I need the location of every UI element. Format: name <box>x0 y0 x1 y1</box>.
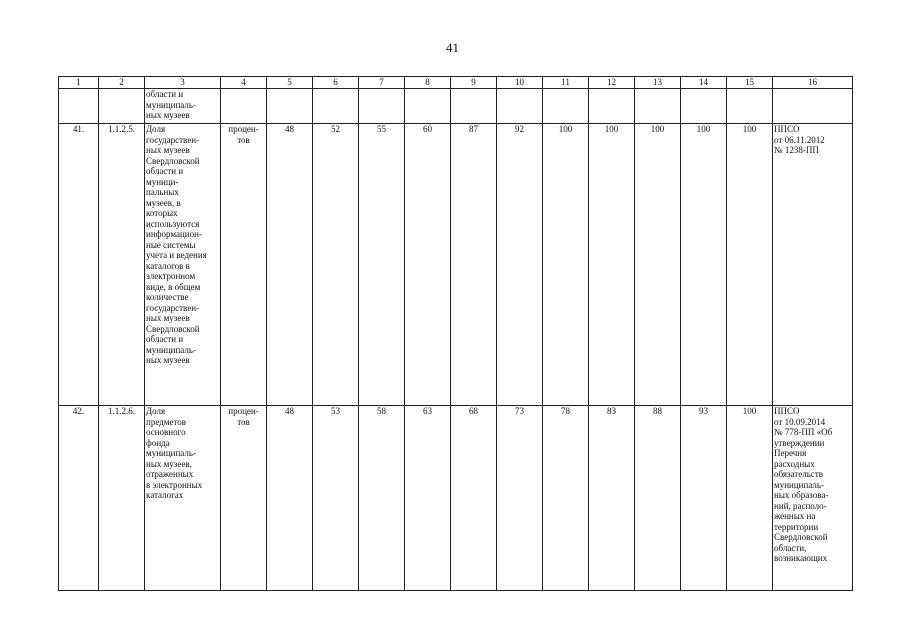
cell-code <box>99 89 145 124</box>
cell-indicator-name: области и муниципаль- ных музеев <box>145 89 221 124</box>
column-header: 2 <box>99 77 145 89</box>
cell-value: 53 <box>313 406 359 591</box>
cell-value <box>543 89 589 124</box>
column-header: 5 <box>267 77 313 89</box>
cell-unit: процен- тов <box>221 124 267 406</box>
column-header: 13 <box>635 77 681 89</box>
column-header: 4 <box>221 77 267 89</box>
cell-value: 48 <box>267 124 313 406</box>
cell-num: 42. <box>59 406 99 591</box>
cell-code: 1.1.2.5. <box>99 124 145 406</box>
cell-value: 60 <box>405 124 451 406</box>
column-header: 10 <box>497 77 543 89</box>
cell-value <box>497 89 543 124</box>
column-header: 16 <box>773 77 853 89</box>
column-header: 15 <box>727 77 773 89</box>
cell-value: 78 <box>543 406 589 591</box>
cell-value <box>405 89 451 124</box>
cell-indicator-name: Доля предметов основного фонда муниципаль- ных музеев, отраженных в электронных каталогах <box>145 406 221 591</box>
cell-value: 68 <box>451 406 497 591</box>
cell-value: 48 <box>267 406 313 591</box>
table-row-continuation <box>59 89 853 124</box>
cell-num <box>59 89 99 124</box>
cell-value: 73 <box>497 406 543 591</box>
cell-value: 100 <box>681 124 727 406</box>
cell-value: 100 <box>589 124 635 406</box>
cell-source: ППСО от 06.11.2012 № 1238-ПП <box>773 124 853 406</box>
column-number-row <box>59 77 853 89</box>
cell-value: 83 <box>589 406 635 591</box>
cell-value <box>267 89 313 124</box>
cell-unit: процен- тов <box>221 406 267 591</box>
cell-value: 92 <box>497 124 543 406</box>
cell-value <box>451 89 497 124</box>
cell-num: 41. <box>59 124 99 406</box>
cell-source: ППСО от 10.09.2014 № 778-ПП «Об утверждении Перечня расходных обязательств муниципаль- ных образова- ний, располо- женных на территории Свердловской области, возникающих <box>773 406 853 591</box>
column-header: 12 <box>589 77 635 89</box>
cell-value: 100 <box>635 124 681 406</box>
cell-code: 1.1.2.6. <box>99 406 145 591</box>
cell-unit <box>221 89 267 124</box>
cell-value: 93 <box>681 406 727 591</box>
indicators-table <box>58 76 853 591</box>
cell-value <box>359 89 405 124</box>
column-header: 6 <box>313 77 359 89</box>
cell-value: 55 <box>359 124 405 406</box>
column-header: 1 <box>59 77 99 89</box>
cell-value: 100 <box>543 124 589 406</box>
cell-source <box>773 89 853 124</box>
cell-value <box>589 89 635 124</box>
cell-value <box>681 89 727 124</box>
cell-value <box>727 89 773 124</box>
column-header: 11 <box>543 77 589 89</box>
column-header: 14 <box>681 77 727 89</box>
table-row <box>59 406 853 591</box>
column-header: 3 <box>145 77 221 89</box>
cell-value: 52 <box>313 124 359 406</box>
cell-value: 58 <box>359 406 405 591</box>
column-header: 7 <box>359 77 405 89</box>
cell-indicator-name: Доля государствен- ных музеев Свердловской области и муници- пальных музеев, в которых используются информацион- ные системы учета и ведения каталогов в электронном виде, в общем количестве государствен- ных музеев Свердловской области и муниципаль- ных музеев <box>145 124 221 406</box>
column-header: 8 <box>405 77 451 89</box>
page-number: 41 <box>446 40 459 55</box>
cell-value: 100 <box>727 124 773 406</box>
cell-value: 100 <box>727 406 773 591</box>
cell-value <box>635 89 681 124</box>
cell-value <box>313 89 359 124</box>
table-row <box>59 124 853 406</box>
cell-value: 88 <box>635 406 681 591</box>
cell-value: 87 <box>451 124 497 406</box>
column-header: 9 <box>451 77 497 89</box>
cell-value: 63 <box>405 406 451 591</box>
